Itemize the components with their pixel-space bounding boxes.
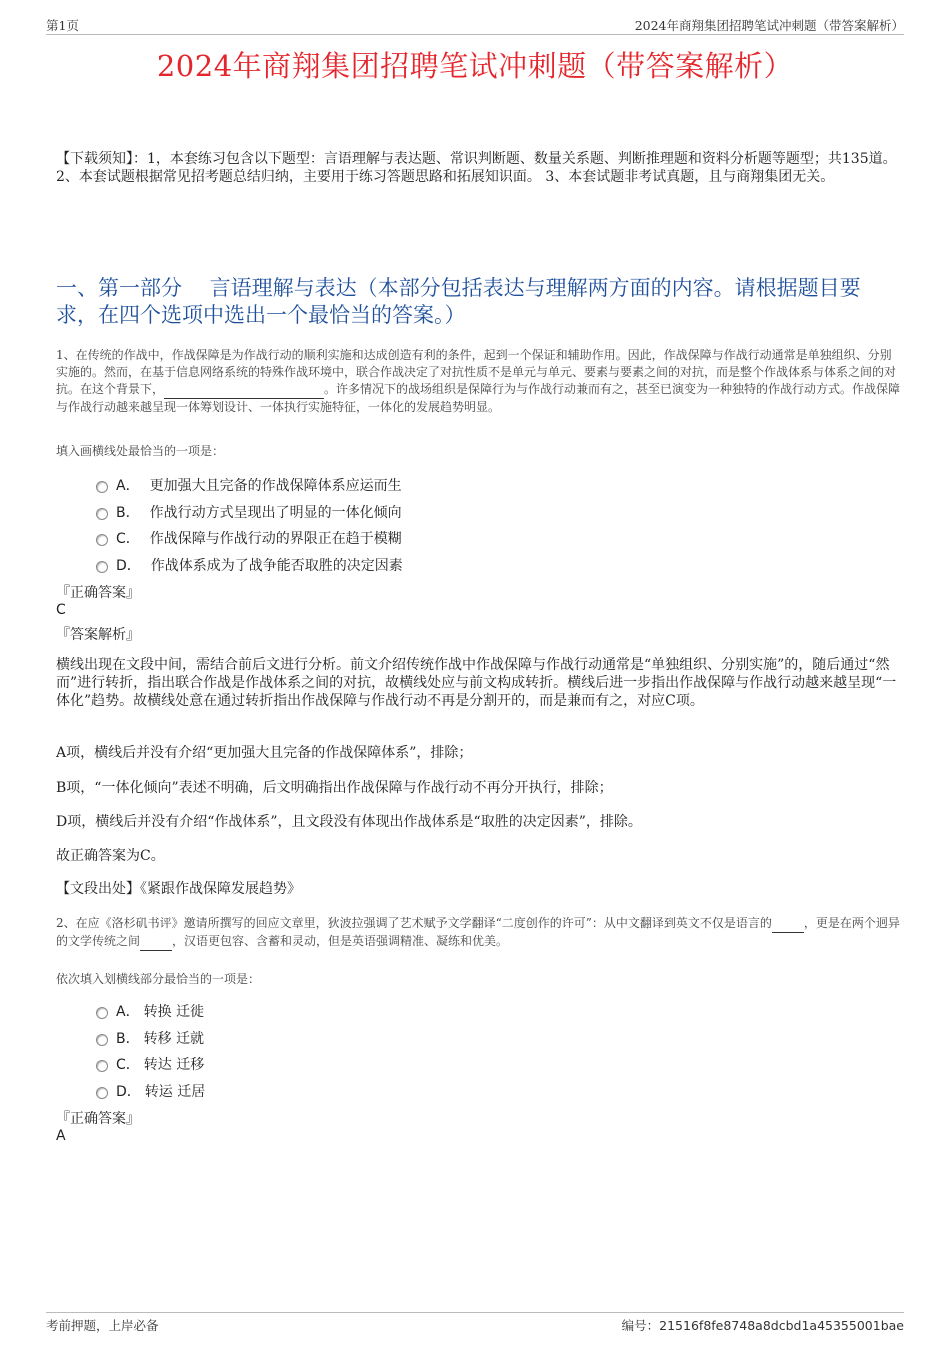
radio-icon[interactable] [96, 1060, 108, 1072]
question-2-text: 2、在应《洛杉矶书评》邀请所撰写的回应文章里，狄波拉强调了艺术赋予文学翻译“二度创作的许可”：从中文翻译到英文不仅是语言的 ，更是在两个迥异的文学传统之间 ，汉语更包容、含蓄和灵动，但是英语强调精准、凝练和优美。 [56, 915, 902, 951]
question-1-prompt: 填入画横线处最恰当的一项是： [56, 444, 225, 458]
radio-icon[interactable] [96, 534, 108, 546]
option-c[interactable]: C． 作战保障与作战行动的界限正在趋于模糊 [96, 525, 403, 552]
document-code: 编号：21516f8fe8748a8dcbd1a45355001bae [621, 1318, 904, 1333]
analysis-label: 『答案解析』 [56, 627, 140, 643]
download-notice: 【下载须知】：1，本套练习包含以下题型：言语理解与表达题、常识判断题、数量关系题、判断推理题和资料分析题等题型；共135道。 2、本套试题根据常见招考题总结归纳，主要用于练习答题思路和拓展知识面。 3、本套试题非考试真题，且与商翔集团无关。 [56, 151, 897, 185]
radio-icon[interactable] [96, 1007, 108, 1019]
option-c[interactable]: C． 转达 迁移 [96, 1051, 205, 1078]
analysis-note-d: D项，横线后并没有介绍“作战体系”，且文段没有体现出作战体系是“取胜的决定因素”，排除。 [56, 814, 642, 830]
page-footer [46, 1312, 904, 1333]
radio-icon[interactable] [96, 508, 108, 520]
document-title: 2024年商翔集团招聘笔试冲刺题（带答案解析） [156, 49, 794, 83]
page-number: 第1页 [46, 18, 79, 33]
correct-answer: A [56, 1128, 66, 1144]
analysis-conclusion: 故正确答案为C。 [56, 848, 165, 864]
correct-answer-label: 『正确答案』 [56, 1111, 140, 1127]
correct-answer: C [56, 602, 66, 618]
option-b[interactable]: B． 转移 迁就 [96, 1025, 205, 1052]
option-a[interactable]: A． 更加强大且完备的作战保障体系应运而生 [96, 472, 403, 499]
header-doc-title: 2024年商翔集团招聘笔试冲刺题（带答案解析） [634, 18, 904, 33]
question-1-options [96, 472, 403, 578]
radio-icon[interactable] [96, 1087, 108, 1099]
correct-answer-label: 『正确答案』 [56, 585, 140, 601]
question-2-options [96, 998, 205, 1104]
text-source: 【文段出处】《紧跟作战保障发展趋势》 [56, 881, 301, 897]
option-b[interactable]: B． 作战行动方式呈现出了明显的一体化倾向 [96, 499, 403, 526]
option-a[interactable]: A． 转换 迁徙 [96, 998, 205, 1025]
question-1-text: 1、在传统的作战中，作战保障是为作战行动的顺利实施和达成创造有利的条件，起到一个保证和辅助作用。因此，作战保障与作战行动通常是单独组织、分别实施的。然而，在基于信息网络系统的特殊作战环境中，联合作战决定了对抗性质不是单元与单元、要素与要素之间的对抗，而是整个作战体系与体系之间的对抗。在这个背景下， 。许多情况下的战场组织是保障行为与作战行动兼而有之，甚至已演变为一种独特的作战行动方式。作战保障与作战行动越来越呈现一体筹划设计、一体执行实施特征，一体化的发展趋势明显。 [56, 348, 901, 414]
analysis-note-b: B项，“一体化倾向”表述不明确，后文明确指出作战保障与作战行动不再分开执行，排除； [56, 780, 613, 796]
answer-blank [140, 933, 172, 951]
answer-blank [164, 381, 324, 399]
page-header [46, 16, 904, 35]
footer-slogan: 考前押题，上岸必备 [46, 1318, 159, 1333]
radio-icon[interactable] [96, 1034, 108, 1046]
analysis-note-a: A项，横线后并没有介绍“更加强大且完备的作战保障体系”，排除； [56, 745, 473, 761]
option-d[interactable]: D． 作战体系成为了战争能否取胜的决定因素 [96, 552, 403, 579]
option-d[interactable]: D． 转运 迁居 [96, 1078, 205, 1105]
radio-icon[interactable] [96, 481, 108, 493]
analysis-text: 横线出现在文段中间，需结合前后文进行分析。前文介绍传统作战中作战保障与作战行动通常是“单独组织、分别实施”的，随后通过“然而”进行转折，指出联合作战是作战体系之间的对抗，故横线处应与前文构成转折。横线后进一步指出作战保障与作战行动越来越呈现“一体化”趋势。故横线处意在通过转折指出作战保障与作战行动不再是分割开的，而是兼而有之，对应C项。 [56, 657, 897, 709]
section-heading: 一、第一部分 言语理解与表达（本部分包括表达与理解两方面的内容。请根据题目要求，在四个选项中选出一个最恰当的答案。） [56, 276, 861, 327]
radio-icon[interactable] [96, 561, 108, 573]
answer-blank [772, 915, 804, 933]
question-2-prompt: 依次填入划横线部分最恰当的一项是： [56, 972, 261, 986]
